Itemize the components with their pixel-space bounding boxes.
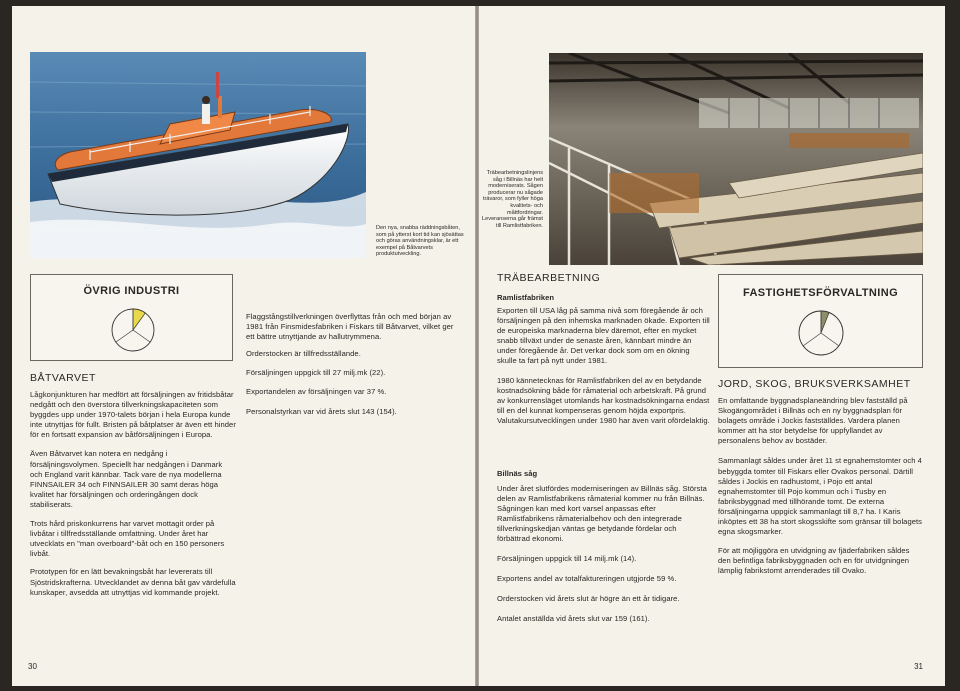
paragraph: Exporten till USA låg på samma nivå som föregående år och försäljningen på den inhemska marknaden ökade. Exporten till de europeiska marknaderna blev däremot, efter en mycket snabb tillväxt under de senaste åren, kännbart mindre än under föregående år. Det verkar dock som om en ökning skulle ta fart på nytt under 1981. — [497, 306, 710, 366]
paragraph: Personalstyrkan var vid årets slut 143 (154). — [246, 406, 397, 416]
left-page — [12, 6, 475, 686]
left-column-2 — [246, 312, 458, 425]
paragraph: Trots hård priskonkurrens har varvet mottagit order på livbåtar i tillfredsställande omfattning. Under året har utvecklats en "man overboard"-båt och en 150 personers livbåt. — [30, 519, 225, 559]
billnas-text — [497, 484, 711, 632]
paragraph: Orderstocken vid årets slut är högre än ett år tidigare. — [497, 593, 680, 603]
section-title: ÖVRIG INDUSTRI — [83, 285, 180, 297]
page-number-right: 31 — [914, 662, 923, 671]
paragraph: Orderstocken är tillfredsställande. — [246, 349, 361, 359]
boat-photo — [30, 52, 366, 258]
paragraph: Sammanlagt såldes under året 11 st egnahemstomter och 4 bebyggda tomter till Fiskars eller Ovakos personal. Därtill såldes i Jockis en radhustomt, i Pojo ett antal egnahemstomter till Pojo kommun och i Tusby en fabriksbyggnad med tillhörande tomt. De externa försäljningarna uppgick sammanlagt till 8,7 ha. I Karis inköptes ett 38 ha stort skogsskifte som gränsar till bolagets egna skogsmarker. — [718, 456, 923, 537]
ramlist-heading: Ramlistfabriken — [497, 293, 554, 302]
right-pie-chart — [797, 309, 845, 357]
fastighet-box — [718, 274, 923, 368]
paragraph: För att möjliggöra en utvidgning av fjäderfabriken såldes den befintliga fabriksbyggnaden och en för utvidgningen lämplig fabrikstomt arrenderades till Ovako. — [718, 546, 910, 576]
paragraph: Exportandelen av försäljningen var 37 %. — [246, 387, 387, 397]
fastighet-text — [718, 396, 924, 585]
mill-caption: Träbearbetningslinjens såg i Billnäs har helt moderniserats. Sågen producerar nu sågade trävaror, som fyller höga kvalitets- och måttfordringar. Leveranserna går främst till Ramlistfabriken. — [482, 170, 543, 229]
page-number-left: 30 — [28, 662, 37, 671]
boat-caption: Den nya, snabba räddningsbåten, som på ytterst kort tid kan sjösättas och göras användningsklar, är ett exempel på Båtvarvets produktutveckling. — [376, 225, 464, 258]
boat-illustration — [30, 52, 366, 258]
paragraph: Lågkonjunkturen har medfört att försäljningen av fritidsbåtar nedgått och den överstora tillverkningskapaciteten som byggdes upp under 1970-talets början i hela Europa kunde inte utnyttjas för fullt. Bristen på båtplatser är även ett hinder för en fortsatt expansion av båtförsäljningen i Europa. — [30, 390, 236, 440]
paragraph: Försäljningen uppgick till 14 milj.mk (14). — [497, 553, 637, 563]
jord-heading: JORD, SKOG, BRUKSVERKSAMHET — [718, 378, 911, 390]
right-page — [479, 6, 945, 686]
paragraph: Flaggstångstillverkningen överflyttas från och med början av 1981 från Finsmidesfabriken i Fiskars till Båtvarvet, vilket ger ett bättre utnyttjande av hallutrymmena. — [246, 312, 454, 342]
paragraph: Prototypen för en lätt bevakningsbåt har levererats till Sjöstridskrafterna. Utvecklandet av denna båt gav värdefulla kunskaper, avsedda att utnyttjas vid kommande projekt. — [30, 567, 236, 597]
paragraph: Försäljningen uppgick till 27 milj.mk (22). — [246, 368, 386, 378]
trabearbetning-text — [497, 306, 711, 435]
paragraph: Även Båtvarvet kan notera en nedgång i försäljningsvolymen. Speciellt har nedgången i Danmark och England varit kännbar. Tack vare de nya modellerna FINNSAILER 34 och FINNSAILER 30 samt deras höga kvalitet har försäljningen och orderingången dock stabiliserats. — [30, 449, 223, 509]
trabearbetning-title: TRÄBEARBETNING — [497, 272, 601, 284]
batvarvet-heading: BÅTVARVET — [30, 372, 96, 384]
sawmill-illustration — [549, 53, 923, 265]
ovrig-industri-box — [30, 274, 233, 361]
left-column-1 — [30, 390, 236, 606]
paragraph: En omfattande byggnadsplaneändring blev fastställd på Skogängområdet i Billnäs och en ny byggnadsplan för bolagets område i Jockis fastställdes. Vardera planen kommer att ha stor betydelse för uppfyllandet av personalens behov av bostäder. — [718, 396, 908, 446]
paragraph: 1980 kännetecknas för Ramlistfabriken del av en betydande kostnadsökning både för råmaterial och arbetskraft. På grund av konkurrensläget utomlands har kostnadsökningarna endast till en del kunnat kompenseras genom höjda exportpris. Valutakursutvecklingen under 1980 har även varit ofördelaktig. — [497, 375, 710, 425]
billnas-heading: Billnäs såg — [497, 469, 538, 478]
fastighet-title: FASTIGHETSFÖRVALTNING — [742, 287, 899, 299]
sawmill-photo — [549, 53, 923, 265]
paragraph: Antalet anställda vid årets slut var 159 (161). — [497, 613, 650, 623]
paragraph: Exportens andel av totalfaktureringen utgjorde 59 %. — [497, 573, 677, 583]
left-pie-chart — [110, 307, 156, 353]
paragraph: Under året slutfördes moderniseringen av Billnäs såg. Största delen av Ramlistfabrikens råmaterial kommer nu från Billnäs. Sågningen kan med kort varsel anpassas efter Ramlistfabrikens råmaterialbehov och den integrerade tillverkningskedjan väntas ge betydande fördelar och förbättrad ekonomi. — [497, 484, 707, 544]
